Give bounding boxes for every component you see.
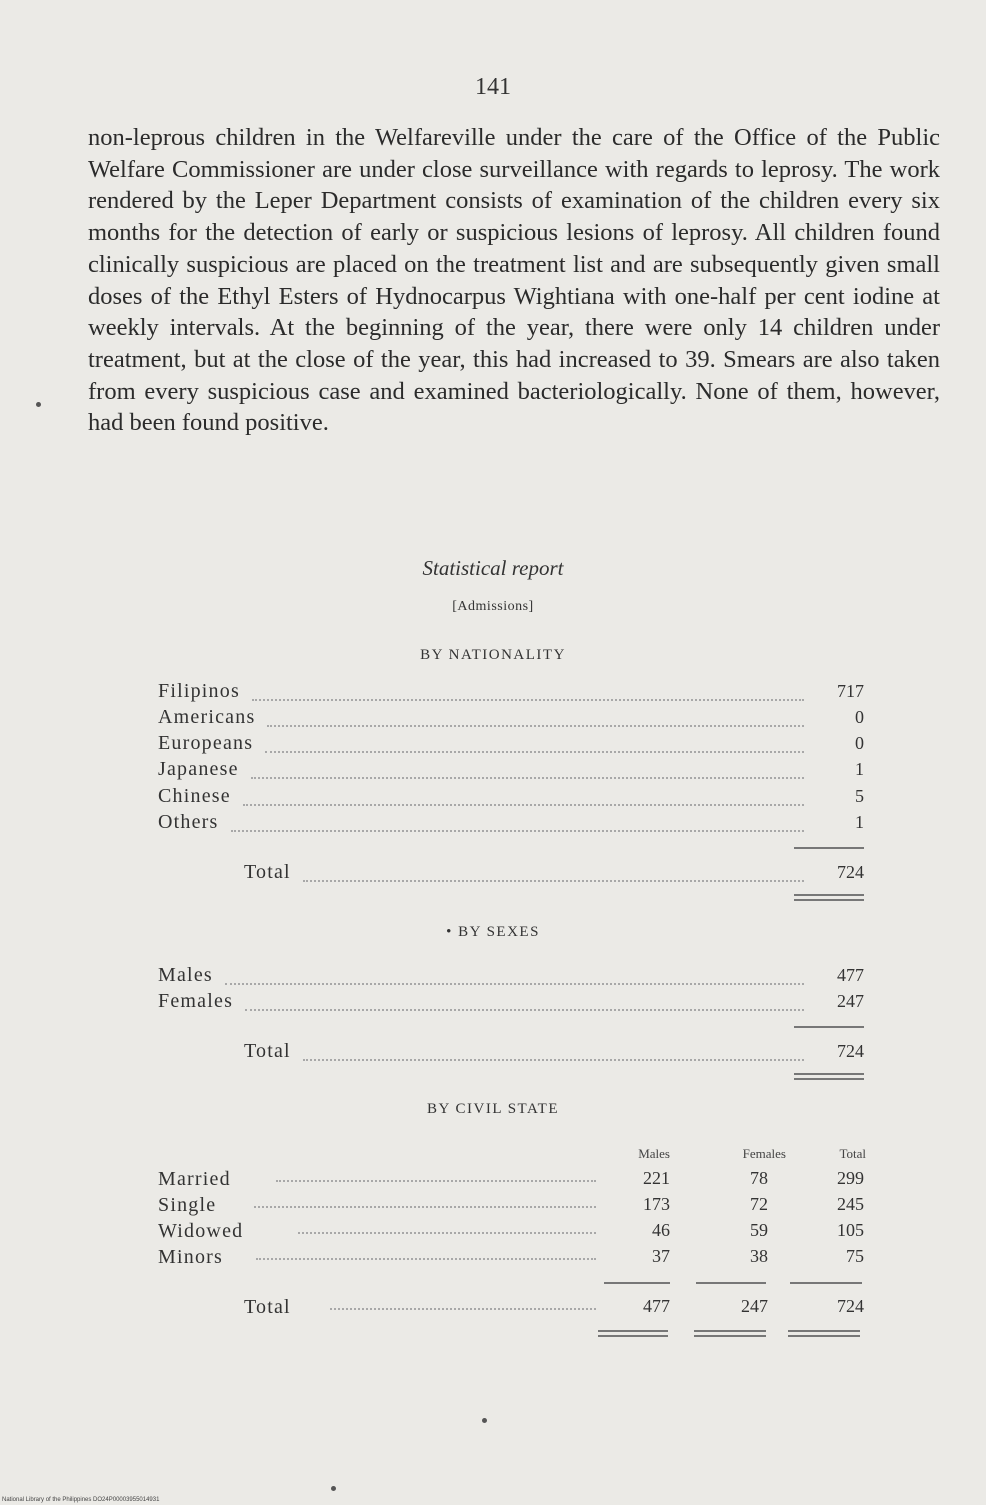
nationality-row (158, 732, 864, 758)
sum-rule (790, 1282, 862, 1284)
row-value: 1 (855, 759, 864, 779)
dot-leader (225, 969, 804, 985)
scan-speck (482, 1418, 487, 1423)
dot-leader (252, 685, 804, 701)
dot-leader (245, 995, 804, 1011)
civil-state-heading: BY CIVIL STATE (426, 1101, 559, 1117)
report-title: Statistical report (422, 556, 564, 580)
dot-leader (303, 866, 804, 882)
row-label: Others (158, 811, 219, 833)
total-value: 724 (837, 862, 864, 882)
row-value: 477 (837, 965, 864, 985)
row-label: Filipinos (158, 680, 240, 702)
scan-speck (331, 1486, 336, 1491)
column-header-females: Females (742, 1146, 786, 1161)
dot-leader (231, 816, 804, 832)
dot-leader (330, 1308, 596, 1310)
archive-footer-note: National Library of the Philippines DO24P00003955014931 (2, 1497, 160, 1503)
males-cell: 37 (652, 1246, 670, 1266)
sexes-heading: • BY SEXES (446, 924, 540, 940)
males-total: 477 (643, 1296, 670, 1316)
civil-state-row (158, 1246, 864, 1272)
total-label: Total (244, 1040, 291, 1062)
nationality-row (158, 706, 864, 732)
civil-state-row (158, 1168, 864, 1194)
row-value: 0 (855, 733, 864, 753)
females-cell: 78 (750, 1168, 768, 1188)
row-value: 1 (855, 812, 864, 832)
nationality-row (158, 680, 864, 706)
sum-rule (794, 847, 864, 849)
females-cell: 59 (750, 1220, 768, 1240)
civil-state-row (158, 1220, 864, 1246)
civil-state-row (158, 1194, 864, 1220)
row-label: Single (158, 1194, 217, 1216)
total-cell: 245 (837, 1194, 864, 1214)
dot-leader (265, 737, 804, 753)
males-cell: 173 (643, 1194, 670, 1214)
dot-leader (267, 711, 804, 727)
males-cell: 46 (652, 1220, 670, 1240)
sum-rule (696, 1282, 766, 1284)
row-label: Males (158, 964, 213, 986)
row-label: Married (158, 1168, 231, 1190)
sum-rule (794, 1026, 864, 1028)
row-label: Americans (158, 706, 256, 728)
row-value: 5 (855, 786, 864, 806)
total-cell: 299 (837, 1168, 864, 1188)
column-header-males: Males (638, 1146, 670, 1161)
scan-speck (36, 402, 41, 407)
dot-leader (303, 1045, 804, 1061)
row-value: 717 (837, 681, 864, 701)
grand-total: 724 (837, 1296, 864, 1316)
row-label: Japanese (158, 758, 239, 780)
page-number: 141 (475, 74, 511, 100)
dot-leader (254, 1206, 596, 1208)
nationality-heading: BY NATIONALITY (420, 647, 566, 663)
column-header-total: Total (839, 1146, 866, 1161)
nationality-row (158, 785, 864, 811)
sum-rule (604, 1282, 670, 1284)
double-rule (788, 1330, 860, 1337)
body-paragraph: non-leprous children in the Welfareville under the care of the Office of the Public Welfare Commissioner are under close surveillance with regards to leprosy. The work rendered by the Leper Department consists of examination of the children every six months for the detection of early or suspicious lesions of leprosy. All children found clinically suspicious are placed on the treatment list and are subsequently given small doses of the Ethyl Esters of Hydnocarpus Wightiana with one-half per cent iodine at weekly intervals. At the beginning of the year, there were only 14 children under treatment, but at the close of the year, this had increased to 39. Smears are also taken from every suspicious case and examined bacteriologically. None of them, however, had been found positive. (88, 124, 940, 437)
row-label: Females (158, 990, 234, 1012)
row-value: 247 (837, 991, 864, 1011)
males-cell: 221 (643, 1168, 670, 1188)
total-label: Total (244, 861, 291, 883)
dot-leader (256, 1258, 596, 1260)
nationality-total-row (244, 861, 864, 887)
females-cell: 72 (750, 1194, 768, 1214)
sexes-total-row (244, 1040, 864, 1066)
nationality-row (158, 758, 864, 784)
sexes-row (158, 964, 864, 990)
row-value: 0 (855, 707, 864, 727)
double-rule (794, 1073, 864, 1080)
nationality-row (158, 811, 864, 837)
dot-leader (251, 763, 804, 779)
females-total: 247 (741, 1296, 768, 1316)
total-label: Total (244, 1296, 291, 1318)
row-label: Minors (158, 1246, 223, 1268)
civil-state-total-row (158, 1296, 864, 1322)
total-value: 724 (837, 1041, 864, 1061)
dot-leader (298, 1232, 596, 1234)
double-rule (694, 1330, 766, 1337)
dot-leader (243, 790, 804, 806)
row-label: Chinese (158, 785, 231, 807)
dot-leader (276, 1180, 596, 1182)
total-cell: 105 (837, 1220, 864, 1240)
row-label: Widowed (158, 1220, 244, 1242)
row-label: Europeans (158, 732, 254, 754)
females-cell: 38 (750, 1246, 768, 1266)
double-rule (794, 894, 864, 901)
total-cell: 75 (846, 1246, 864, 1266)
double-rule (598, 1330, 668, 1337)
sexes-row (158, 990, 864, 1016)
report-subtitle: [Admissions] (452, 599, 534, 614)
